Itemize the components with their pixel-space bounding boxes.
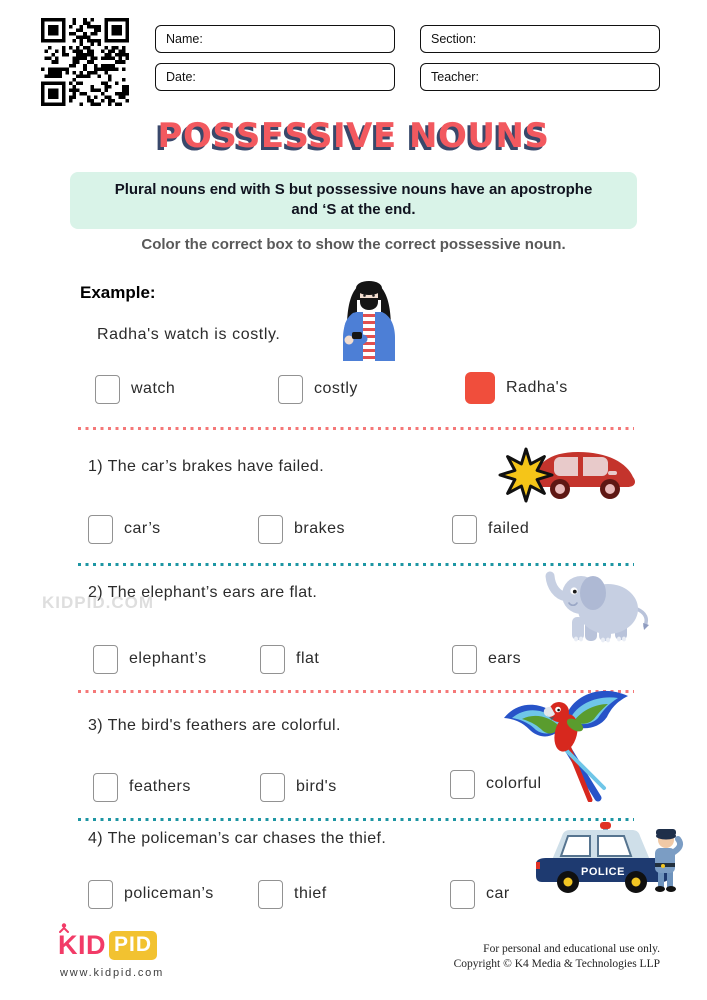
woman-checking-watch-illustration xyxy=(336,276,402,362)
question-2-text: 2) The elephant’s ears are flat. xyxy=(88,584,318,601)
copyright-note xyxy=(454,942,660,972)
answer-label: brakes xyxy=(294,520,346,537)
separator xyxy=(78,563,634,566)
usage-note-line: For personal and educational use only. xyxy=(483,943,660,955)
teacher-field[interactable]: Teacher: xyxy=(420,63,660,91)
section-field[interactable]: Section: xyxy=(420,25,660,53)
answer-option xyxy=(452,512,529,546)
answer-checkbox[interactable] xyxy=(452,645,477,674)
logo-pid-text: PID xyxy=(109,931,157,960)
answer-checkbox[interactable] xyxy=(88,880,113,909)
answer-option xyxy=(93,642,207,676)
elephant-illustration xyxy=(545,567,657,643)
answer-label: bird's xyxy=(296,778,337,795)
example-sentence: Radha's watch is costly. xyxy=(97,326,281,343)
answer-option xyxy=(465,371,568,405)
kidpid-logo xyxy=(58,930,157,961)
logo-person-icon xyxy=(59,923,69,933)
answer-checkbox[interactable] xyxy=(260,645,285,674)
answer-label: costly xyxy=(314,380,358,397)
answer-option xyxy=(260,770,337,804)
qr-code xyxy=(40,18,130,106)
page-title: POSSESSIVE NOUNS xyxy=(157,116,550,156)
logo-kid-text: KID xyxy=(58,930,106,961)
answer-checkbox[interactable] xyxy=(258,515,283,544)
police-car-illustration xyxy=(520,820,685,896)
answer-option xyxy=(95,372,175,406)
answer-checkbox[interactable] xyxy=(450,880,475,909)
answer-checkbox[interactable] xyxy=(452,515,477,544)
separator xyxy=(78,427,634,430)
answer-checkbox[interactable] xyxy=(450,770,475,799)
answer-option xyxy=(93,770,191,804)
watermark: KIDPID.COM xyxy=(42,593,154,612)
question-3-text: 3) The bird's feathers are colorful. xyxy=(88,717,341,734)
answer-option xyxy=(88,877,214,911)
question-1-text: 1) The car’s brakes have failed. xyxy=(88,458,325,475)
answer-option xyxy=(88,512,161,546)
answer-label: car xyxy=(486,885,510,902)
answer-checkbox[interactable] xyxy=(95,375,120,404)
answer-option xyxy=(452,642,521,676)
car-crash-illustration xyxy=(488,441,640,507)
answer-option xyxy=(258,512,345,546)
answer-label: feathers xyxy=(129,778,191,795)
answer-option xyxy=(450,767,542,801)
answer-label: car’s xyxy=(124,520,161,537)
answer-option xyxy=(450,877,510,911)
instruction-text: Color the correct box to show the correct possessive noun. xyxy=(141,236,566,253)
answer-option xyxy=(258,877,327,911)
answer-checkbox[interactable] xyxy=(258,880,283,909)
answer-option xyxy=(278,372,358,406)
answer-checkbox[interactable] xyxy=(93,773,118,802)
question-4-text: 4) The policeman’s car chases the thief. xyxy=(88,830,387,847)
answer-checkbox[interactable] xyxy=(278,375,303,404)
answer-label: watch xyxy=(131,380,176,397)
date-field[interactable]: Date: xyxy=(155,63,395,91)
answer-checkbox[interactable] xyxy=(465,372,495,404)
answer-option xyxy=(260,642,319,676)
name-field[interactable]: Name: xyxy=(155,25,395,53)
policeman-figure xyxy=(655,829,680,892)
answer-label: elephant’s xyxy=(129,650,207,667)
website-url: www.kidpid.com xyxy=(60,967,165,979)
answer-label: thief xyxy=(294,885,327,902)
answer-label: Radha's xyxy=(506,379,568,396)
definition-note: Plural nouns end with S but possessive nouns have an apostrophe and ‘S at the end. xyxy=(70,172,637,229)
answer-label: colorful xyxy=(486,775,542,792)
answer-label: failed xyxy=(488,520,530,537)
answer-label: policeman’s xyxy=(124,885,214,902)
answer-checkbox[interactable] xyxy=(260,773,285,802)
answer-checkbox[interactable] xyxy=(93,645,118,674)
example-heading: Example: xyxy=(80,283,156,302)
copyright-line: Copyright © K4 Media & Technologies LLP xyxy=(453,958,660,970)
police-car-label: POLICE xyxy=(581,866,625,878)
answer-label: flat xyxy=(296,650,320,667)
answer-label: ears xyxy=(488,650,522,667)
answer-checkbox[interactable] xyxy=(88,515,113,544)
